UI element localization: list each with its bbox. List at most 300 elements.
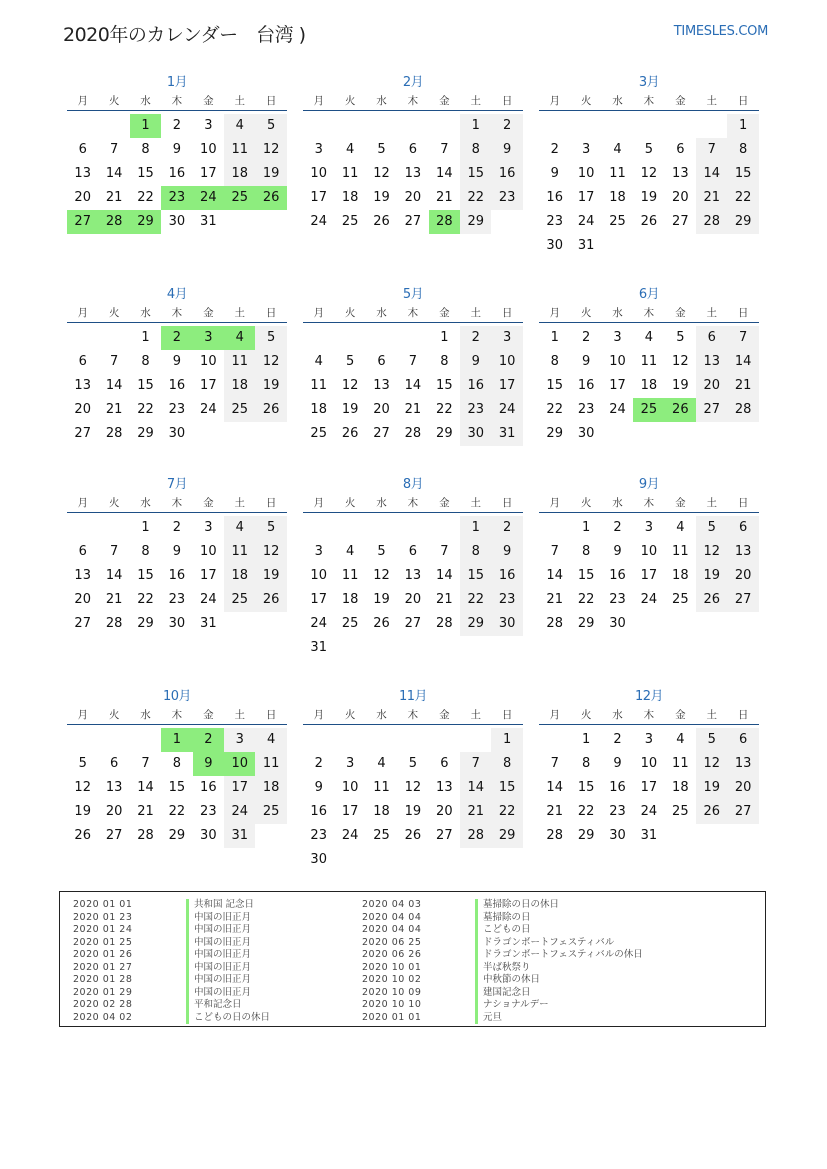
day-cell: 18: [640, 378, 658, 393]
weekday-label: 金: [203, 709, 214, 721]
day-cell: 10: [200, 354, 217, 369]
holiday-name: 墓掃除の日: [475, 912, 531, 925]
weekday-label: 火: [580, 307, 592, 319]
day-cell: 10: [609, 354, 626, 369]
day-cell: 26: [640, 214, 658, 229]
weekday-label: 日: [737, 307, 749, 319]
day-cell: 23: [200, 804, 217, 819]
empty-cell: [539, 114, 570, 138]
day-cell: 15: [577, 568, 595, 583]
day-cell: 21: [105, 402, 123, 417]
day-cell: 24: [609, 402, 626, 417]
day-cell: 17: [200, 166, 217, 181]
day-cell: 11: [224, 540, 255, 564]
day-cell: 20: [727, 564, 758, 588]
day-cell: 9: [550, 166, 559, 181]
day-cell: 21: [727, 374, 758, 398]
holiday-row: [60, 962, 270, 975]
weekday-label: 火: [580, 709, 592, 721]
day-cell: 19: [696, 776, 727, 800]
day-cell: 23: [609, 592, 626, 607]
day-cell: 27: [696, 398, 727, 422]
day-cell: 16: [609, 568, 626, 583]
holiday-row: [60, 1012, 270, 1025]
day-cell: 1: [440, 330, 449, 345]
holiday-date: 2020 01 26: [73, 949, 133, 960]
day-cell: 3: [204, 118, 213, 133]
day-cell: 14: [436, 166, 453, 181]
day-cell: 3: [644, 520, 654, 535]
day-cell: 6: [676, 142, 685, 157]
day-cell: 14: [137, 780, 154, 795]
day-cell: 1: [581, 520, 591, 535]
day-cell: 21: [436, 592, 453, 607]
day-cell: 19: [341, 402, 359, 417]
weekday-label: 金: [439, 497, 450, 509]
day-cell: 10: [491, 350, 522, 374]
weekday-label: 土: [234, 95, 245, 107]
day-cell: 23: [546, 214, 563, 229]
day-cell: 31: [640, 828, 658, 843]
weekday-label: 月: [77, 307, 88, 319]
holiday-day-cell: 9: [193, 752, 224, 776]
weekday-header: [539, 92, 759, 111]
weekday-label: 日: [501, 709, 513, 721]
day-cell: 20: [727, 776, 758, 800]
empty-cell: [429, 114, 460, 138]
weekday-label: 水: [612, 95, 623, 107]
day-cell: 20: [74, 190, 91, 205]
holiday-date: 2020 04 03: [362, 899, 422, 910]
day-cell: 25: [341, 616, 359, 631]
day-cell: 27: [672, 214, 689, 229]
day-cell: 13: [373, 378, 390, 393]
day-cell: 28: [436, 616, 453, 631]
weekday-label: 日: [265, 497, 277, 509]
day-cell: 8: [581, 756, 591, 771]
day-cell: 17: [200, 568, 217, 583]
site-logo[interactable]: TIMESLES.COM: [673, 24, 768, 39]
day-cell: 25: [373, 828, 390, 843]
day-cell: 8: [727, 138, 758, 162]
day-cell: 17: [341, 804, 359, 819]
day-cell: 14: [105, 568, 123, 583]
weekday-label: 月: [77, 709, 88, 721]
holiday-date: 2020 10 01: [362, 961, 422, 973]
day-cell: 26: [341, 426, 359, 441]
holiday-day-cell: 26: [665, 398, 696, 422]
day-cell: 20: [74, 402, 91, 417]
day-cell: 18: [255, 776, 286, 800]
day-cell: 4: [676, 732, 685, 747]
holiday-row: [349, 999, 643, 1012]
day-grid: [539, 326, 759, 446]
day-cell: 17: [640, 568, 658, 583]
day-cell: 27: [727, 588, 758, 612]
day-cell: 27: [436, 828, 453, 843]
weekday-label: 水: [612, 307, 623, 319]
day-cell: 9: [172, 544, 182, 559]
weekday-label: 月: [549, 307, 560, 319]
day-cell: 1: [550, 330, 559, 345]
day-cell: 6: [696, 326, 727, 350]
day-cell: 8: [141, 142, 150, 157]
weekday-label: 水: [140, 709, 151, 721]
day-cell: 24: [341, 828, 359, 843]
day-cell: 13: [74, 378, 91, 393]
holiday-day-cell: 28: [98, 210, 129, 234]
day-cell: 12: [373, 568, 390, 583]
holiday-name: 中国の旧正月: [186, 974, 251, 987]
weekday-label: 月: [549, 709, 560, 721]
month-name: 7月: [166, 477, 188, 492]
holiday-date: 2020 04 02: [73, 1011, 133, 1023]
empty-cell: [334, 326, 365, 350]
holiday-row: [349, 987, 643, 1000]
day-cell: 27: [373, 426, 390, 441]
day-cell: 1: [491, 728, 522, 752]
day-cell: 24: [200, 592, 217, 607]
day-cell: 30: [168, 616, 186, 631]
day-cell: 13: [404, 568, 422, 583]
day-cell: 22: [460, 186, 491, 210]
month-name: 1月: [166, 75, 188, 90]
month-calendar: [539, 286, 759, 446]
day-grid: [303, 326, 523, 446]
day-cell: 7: [440, 544, 449, 559]
day-cell: 23: [491, 588, 522, 612]
day-cell: 25: [224, 398, 255, 422]
day-cell: 3: [491, 326, 522, 350]
month-name: 11月: [398, 689, 428, 704]
day-cell: 23: [168, 402, 186, 417]
holiday-day-cell: 3: [193, 326, 224, 350]
day-cell: 18: [341, 592, 359, 607]
day-cell: 2: [613, 520, 622, 535]
holiday-row: [60, 999, 270, 1012]
weekday-label: 木: [407, 709, 419, 721]
month-name: 12月: [634, 689, 664, 704]
holiday-row: [60, 899, 270, 912]
day-cell: 7: [696, 138, 727, 162]
day-cell: 16: [546, 190, 563, 205]
day-cell: 6: [727, 728, 758, 752]
day-cell: 16: [168, 568, 186, 583]
day-cell: 3: [314, 142, 323, 157]
day-cell: 30: [577, 426, 595, 441]
weekday-label: 火: [108, 709, 120, 721]
holiday-name: ナショナルデー: [475, 999, 549, 1012]
weekday-label: 金: [439, 307, 450, 319]
month-calendar: [539, 74, 759, 258]
day-cell: 11: [672, 756, 689, 771]
day-cell: 15: [491, 776, 522, 800]
day-cell: 14: [460, 776, 491, 800]
day-cell: 7: [109, 354, 119, 369]
day-cell: 22: [546, 402, 563, 417]
day-cell: 14: [105, 378, 123, 393]
day-cell: 2: [550, 142, 559, 157]
weekday-header: [67, 494, 287, 513]
holiday-row: [349, 924, 643, 937]
day-cell: 7: [141, 756, 150, 771]
month-calendar: [303, 476, 523, 660]
day-cell: 12: [696, 752, 727, 776]
day-cell: 22: [137, 402, 154, 417]
holiday-column-right: [349, 899, 643, 1024]
day-cell: 29: [577, 616, 595, 631]
day-cell: 11: [224, 350, 255, 374]
day-cell: 20: [436, 804, 453, 819]
day-cell: 27: [74, 426, 91, 441]
weekday-label: 木: [171, 307, 183, 319]
day-cell: 9: [314, 780, 323, 795]
day-cell: 21: [546, 592, 563, 607]
holiday-date: 2020 01 25: [73, 936, 133, 948]
day-cell: 28: [727, 398, 758, 422]
day-cell: 5: [644, 142, 654, 157]
day-cell: 23: [577, 402, 595, 417]
weekday-label: 月: [549, 95, 560, 107]
day-cell: 24: [577, 214, 595, 229]
empty-cell: [130, 728, 161, 752]
day-grid: [67, 516, 287, 636]
day-cell: 20: [74, 592, 91, 607]
day-cell: 12: [672, 354, 689, 369]
holiday-day-cell: 1: [130, 114, 161, 138]
day-cell: 4: [314, 354, 323, 369]
day-cell: 21: [460, 800, 491, 824]
day-cell: 2: [581, 330, 591, 345]
holiday-day-cell: 10: [224, 752, 255, 776]
day-cell: 4: [224, 516, 255, 540]
day-cell: 8: [141, 544, 150, 559]
weekday-label: 月: [313, 709, 324, 721]
holiday-row: [349, 962, 643, 975]
weekday-label: 木: [643, 307, 655, 319]
holiday-date: 2020 06 26: [362, 949, 422, 960]
day-cell: 31: [224, 824, 255, 848]
empty-cell: [98, 728, 129, 752]
holiday-date: 2020 01 01: [362, 1011, 422, 1023]
month-name: 6月: [638, 287, 660, 302]
day-cell: 31: [200, 214, 217, 229]
weekday-label: 土: [234, 497, 245, 509]
day-cell: 5: [676, 330, 685, 345]
day-cell: 15: [436, 378, 453, 393]
day-cell: 19: [255, 564, 286, 588]
weekday-label: 日: [501, 95, 513, 107]
day-cell: 4: [644, 330, 654, 345]
day-cell: 13: [696, 350, 727, 374]
day-cell: 29: [137, 616, 154, 631]
day-cell: 25: [224, 588, 255, 612]
weekday-header: [67, 92, 287, 111]
day-cell: 4: [676, 520, 685, 535]
day-cell: 11: [310, 378, 327, 393]
weekday-label: 日: [501, 497, 513, 509]
holiday-row: [60, 937, 270, 950]
weekday-label: 火: [580, 95, 592, 107]
holiday-name: 中秋節の休日: [475, 974, 540, 987]
holiday-day-cell: 29: [130, 210, 161, 234]
holiday-day-cell: 1: [161, 728, 192, 752]
day-cell: 25: [255, 800, 286, 824]
day-grid: [67, 114, 287, 234]
weekday-header: [539, 494, 759, 513]
day-cell: 31: [491, 422, 522, 446]
empty-cell: [334, 114, 365, 138]
day-cell: 24: [310, 616, 327, 631]
day-cell: 15: [137, 568, 154, 583]
day-cell: 10: [310, 568, 327, 583]
holiday-date: 2020 01 29: [73, 986, 133, 998]
day-cell: 8: [581, 544, 591, 559]
month-name: 9月: [638, 477, 660, 492]
empty-cell: [98, 326, 129, 350]
day-cell: 26: [404, 828, 422, 843]
day-cell: 29: [727, 210, 758, 234]
holiday-day-cell: 25: [224, 186, 255, 210]
holiday-row: [60, 924, 270, 937]
weekday-label: 月: [77, 497, 88, 509]
day-cell: 28: [105, 616, 123, 631]
weekday-label: 金: [439, 709, 450, 721]
day-cell: 12: [373, 166, 390, 181]
day-cell: 21: [137, 804, 154, 819]
day-cell: 1: [460, 114, 491, 138]
holiday-day-cell: 25: [633, 398, 664, 422]
day-cell: 19: [74, 804, 91, 819]
day-cell: 26: [255, 398, 286, 422]
day-cell: 26: [255, 588, 286, 612]
day-cell: 1: [581, 732, 591, 747]
day-cell: 9: [491, 138, 522, 162]
holiday-name: こどもの日の休日: [186, 1012, 270, 1025]
day-cell: 30: [491, 612, 522, 636]
day-cell: 14: [404, 378, 422, 393]
day-cell: 28: [546, 828, 563, 843]
day-cell: 24: [640, 592, 658, 607]
day-cell: 4: [345, 142, 355, 157]
day-cell: 17: [609, 378, 626, 393]
day-cell: 21: [404, 402, 422, 417]
day-cell: 13: [74, 568, 91, 583]
holiday-name: 中国の旧正月: [186, 949, 251, 962]
holiday-date: 2020 04 04: [362, 924, 422, 935]
day-cell: 26: [696, 588, 727, 612]
day-cell: 25: [310, 426, 327, 441]
weekday-label: 木: [171, 95, 183, 107]
holiday-row: [349, 949, 643, 962]
day-cell: 22: [460, 588, 491, 612]
holiday-date: 2020 01 01: [73, 899, 133, 910]
day-cell: 23: [491, 186, 522, 210]
day-cell: 5: [696, 516, 727, 540]
day-cell: 8: [491, 752, 522, 776]
day-cell: 24: [491, 398, 522, 422]
weekday-label: 月: [77, 95, 88, 107]
holiday-date: 2020 10 09: [362, 986, 422, 998]
holiday-name: ドラゴンボートフェスティバル: [475, 937, 614, 950]
day-cell: 27: [105, 828, 123, 843]
holiday-date: 2020 10 02: [362, 974, 422, 985]
empty-cell: [665, 114, 696, 138]
weekday-label: 水: [140, 307, 151, 319]
day-cell: 14: [546, 780, 563, 795]
day-cell: 2: [314, 756, 323, 771]
day-cell: 23: [310, 828, 327, 843]
weekday-label: 木: [171, 497, 183, 509]
day-cell: 5: [255, 516, 286, 540]
day-cell: 6: [78, 544, 87, 559]
empty-cell: [570, 114, 601, 138]
day-cell: 17: [640, 780, 658, 795]
holiday-date: 2020 02 28: [73, 999, 133, 1010]
page-title: 2020年のカレンダー 台湾 ): [63, 24, 306, 46]
day-cell: 15: [546, 378, 563, 393]
day-cell: 3: [644, 732, 654, 747]
empty-cell: [460, 728, 491, 752]
day-cell: 6: [440, 756, 449, 771]
day-cell: 17: [310, 190, 327, 205]
day-cell: 17: [200, 378, 217, 393]
holiday-day-cell: 28: [429, 210, 460, 234]
day-cell: 31: [310, 640, 327, 655]
month-calendar: [539, 476, 759, 636]
day-cell: 12: [255, 350, 286, 374]
day-cell: 10: [200, 142, 217, 157]
holiday-name: 平和記念日: [186, 999, 242, 1012]
day-cell: 27: [404, 616, 422, 631]
holiday-row: [60, 974, 270, 987]
day-cell: 20: [404, 592, 422, 607]
weekday-label: 木: [171, 709, 183, 721]
holiday-day-cell: 2: [193, 728, 224, 752]
day-cell: 30: [609, 616, 626, 631]
day-cell: 13: [727, 540, 758, 564]
weekday-header: [303, 92, 523, 111]
empty-cell: [334, 516, 365, 540]
month-name: 4月: [166, 287, 188, 302]
empty-cell: [67, 114, 98, 138]
holiday-name: 中国の旧正月: [186, 937, 251, 950]
weekday-label: 金: [203, 307, 214, 319]
weekday-label: 木: [643, 709, 655, 721]
day-cell: 21: [105, 592, 123, 607]
day-cell: 31: [577, 238, 595, 253]
day-cell: 31: [200, 616, 217, 631]
weekday-label: 日: [265, 709, 277, 721]
weekday-label: 金: [675, 95, 686, 107]
day-cell: 16: [200, 780, 217, 795]
day-cell: 4: [224, 114, 255, 138]
empty-cell: [303, 326, 334, 350]
day-cell: 14: [546, 568, 563, 583]
day-cell: 11: [373, 780, 390, 795]
day-cell: 21: [696, 186, 727, 210]
day-cell: 16: [491, 564, 522, 588]
day-cell: 22: [137, 190, 154, 205]
weekday-label: 木: [407, 95, 419, 107]
day-cell: 7: [440, 142, 449, 157]
day-cell: 15: [137, 166, 154, 181]
day-cell: 13: [672, 166, 689, 181]
day-cell: 29: [491, 824, 522, 848]
day-cell: 30: [460, 422, 491, 446]
day-cell: 9: [613, 544, 622, 559]
weekday-label: 日: [737, 95, 749, 107]
